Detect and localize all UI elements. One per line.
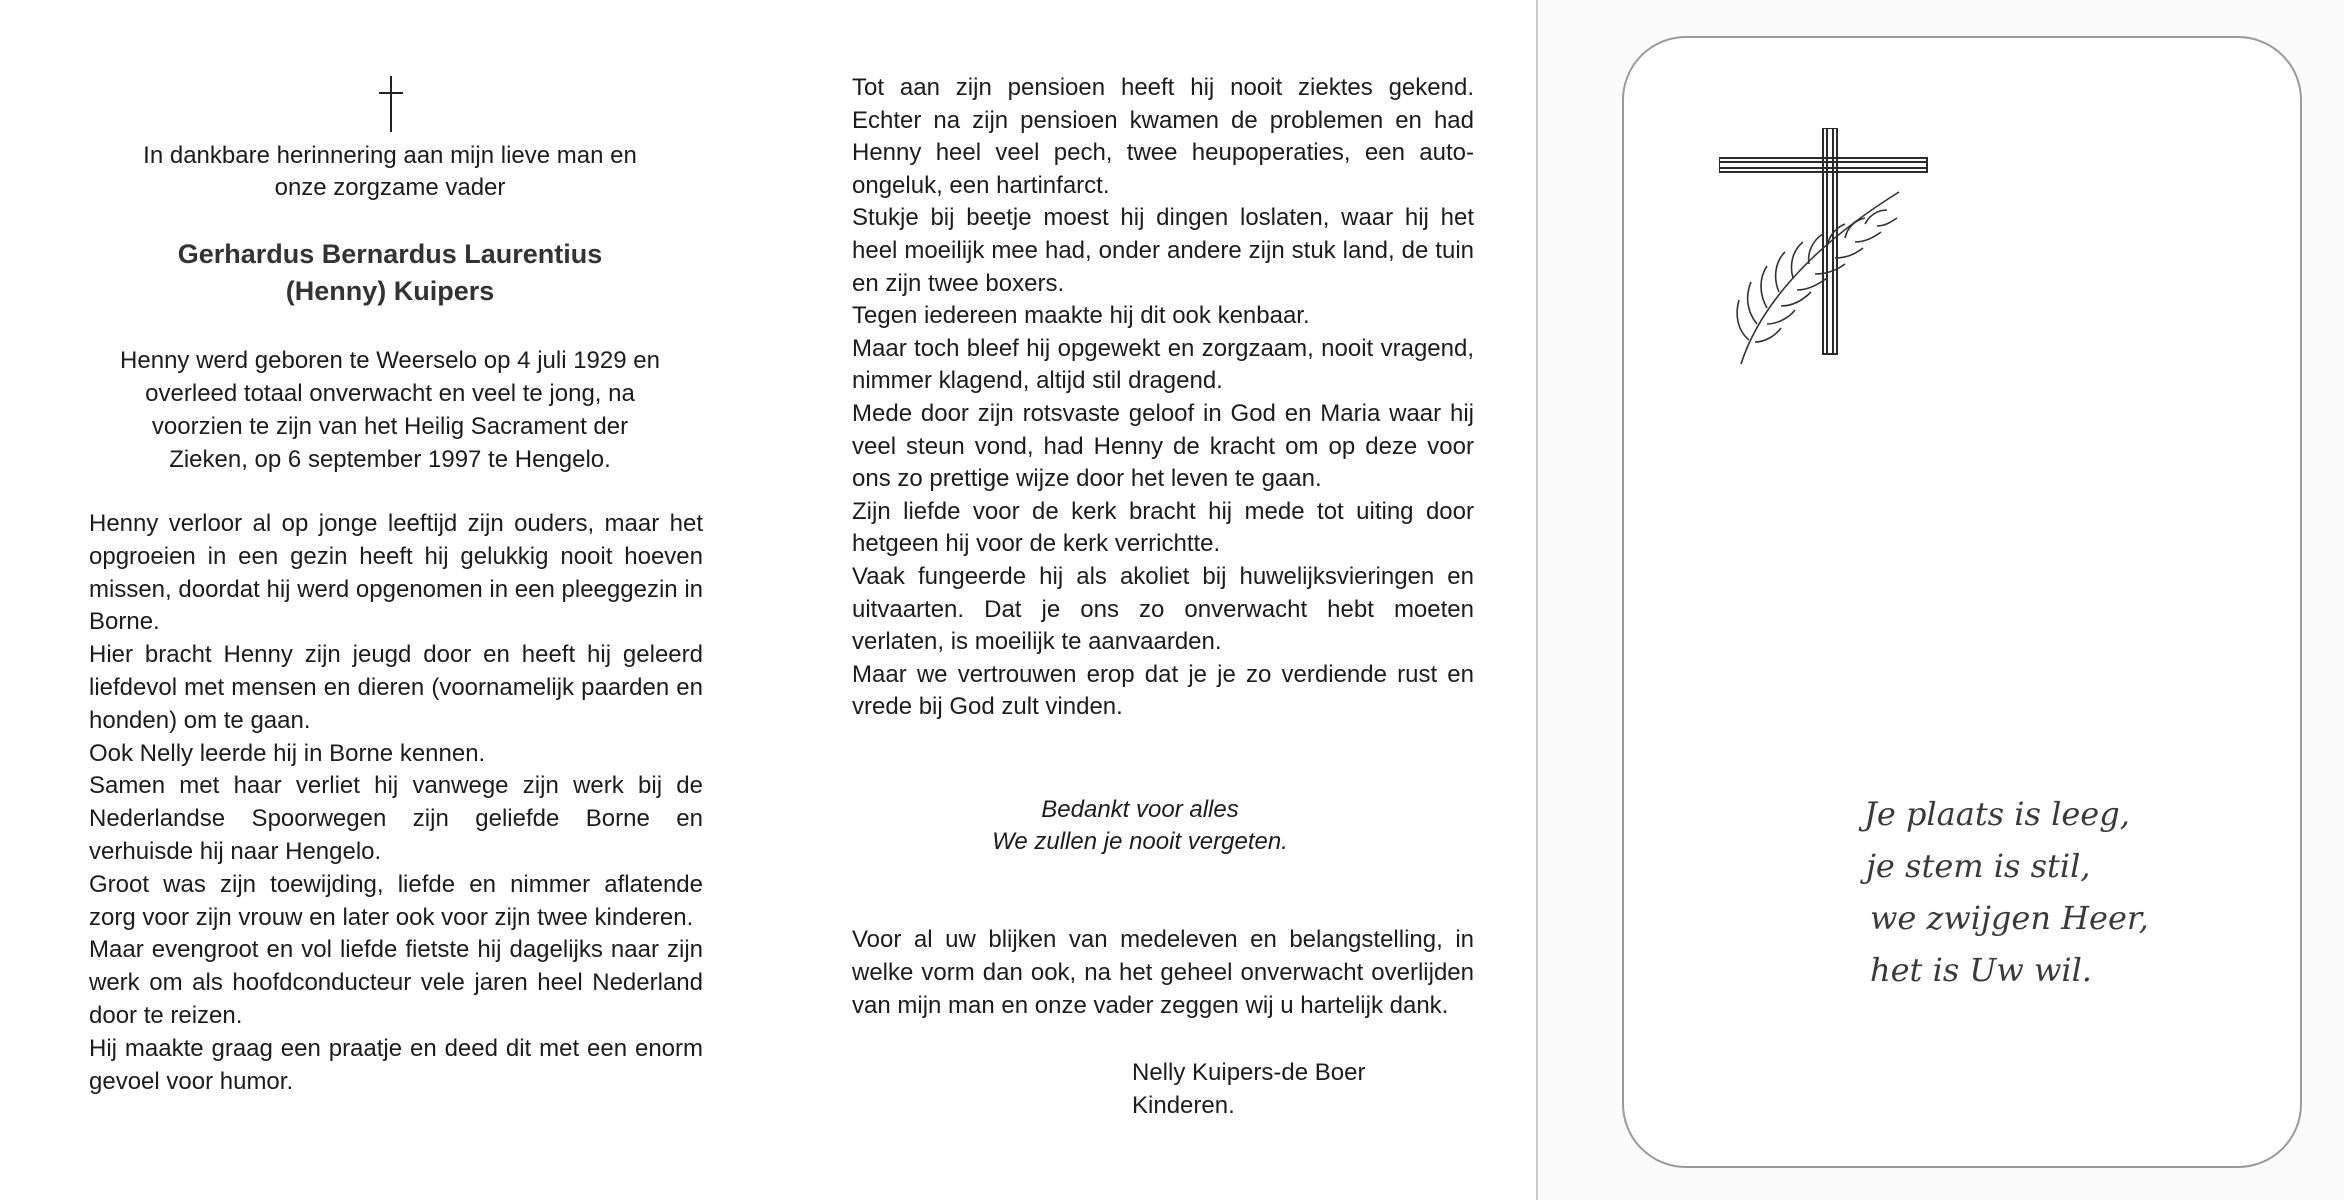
paragraph: Stukje bij beetje moest hij dingen loslaten, waar hij het heel moeilijk mee had, onder andere zijn stuk land, de tuin en zijn twee boxers. <box>852 204 1474 297</box>
fold-line <box>1536 0 1538 1200</box>
thanks-note: Bedankt voor alles We zullen je nooit vergeten. <box>992 796 1288 855</box>
card-page <box>1540 0 2344 1200</box>
paragraph: Maar evengroot en vol liefde fietste hij dagelijks naar zijn werk om als hoofdconducteur vele jaren heel Nederland door te reizen. <box>89 936 703 1029</box>
paragraph: Tegen iedereen maakte hij dit ook kenbaar. <box>852 302 1310 330</box>
cross-with-palm-icon <box>1719 128 1939 388</box>
poem-line: het is Uw wil. <box>1870 951 2092 989</box>
paragraph: Groot was zijn toewijding, liefde en nimmer aflatende zorg voor zijn vrouw en later ook voor zijn twee kinderen. <box>89 870 703 931</box>
acknowledgement: Voor al uw blijken van medeleven en belangstelling, in welke vorm dan ook, na het geheel onverwacht overlijden van mijn man en onze vader zeggen wij u hartelijk dank. <box>852 926 1474 1019</box>
poem <box>1864 788 2264 996</box>
paragraph: Henny verloor al op jonge leeftijd zijn ouders, maar het opgroeien in een gezin heeft hij gelukkig nooit hoeven missen, doordat hij werd opgenomen in een pleeggezin in Borne. <box>89 510 703 636</box>
paragraph: Mede door zijn rotsvaste geloof in God en Maria waar hij veel steun vond, had Henny de kracht om op deze voor ons zo prettige wijze door het leven te gaan. <box>852 399 1474 493</box>
paragraph: Maar toch bleef hij opgewekt en zorgzaam, nooit vragend, nimmer klagend, altijd stil dragend. <box>852 334 1474 395</box>
paragraph: Samen met haar verliet hij vanwege zijn werk bij de Nederlandse Spoorwegen zijn geliefde Borne en verhuisde hij naar Hengelo. <box>89 772 703 865</box>
paragraph: Maar we vertrouwen erop dat je je zo verdiende rust en vrede bij God zult vinden. <box>852 660 1474 721</box>
poem-line: je stem is stil, <box>1866 847 2091 885</box>
deceased-name: Gerhardus Bernardus Laurentius (Henny) Kuipers <box>177 239 603 306</box>
left-page <box>0 0 780 1200</box>
life-story-continued <box>852 72 1474 724</box>
middle-page <box>810 0 1510 1200</box>
dedication: In dankbare herinnering aan mijn lieve man en onze zorgzame vader <box>143 142 637 201</box>
poem-line: we zwijgen Heer, <box>1870 899 2149 937</box>
cross-icon <box>379 76 403 134</box>
paragraph: Vaak fungeerde hij als akoliet bij huwelijksvieringen en uitvaarten. Dat je ons zo onverwacht hebt moeten verlaten, is moeilijk te aanvaarden. <box>852 562 1474 656</box>
paragraph: Hier bracht Henny zijn jeugd door en heeft hij geleerd liefdevol met mensen en dieren (voornamelijk paarden en honden) om te gaan. <box>89 641 703 734</box>
life-story <box>89 508 703 1098</box>
signature: Nelly Kuipers-de Boer Kinderen. <box>1132 1059 1366 1119</box>
poem-line: Je plaats is leeg, <box>1864 795 2130 833</box>
paragraph: Hij maakte graag een praatje en deed dit met een enorm gevoel voor humor. <box>89 1034 703 1095</box>
birth-death-info: Henny werd geboren te Weerselo op 4 juli 1929 en overleed totaal onverwacht en veel te jong, na voorzien te zijn van het Heilig Sacrament der Zieken, op 6 september 1997 te Hengelo. <box>120 347 660 473</box>
memorial-card <box>1622 36 2302 1168</box>
paragraph: Zijn liefde voor de kerk bracht hij mede tot uiting door hetgeen hij voor de kerk verrichtte. <box>852 497 1474 558</box>
paragraph: Ook Nelly leerde hij in Borne kennen. <box>89 739 486 767</box>
paragraph: Tot aan zijn pensioen heeft hij nooit ziektes gekend. Echter na zijn pensioen kwamen de problemen en had Henny heel veel pech, twee heupoperaties, een auto-ongeluk, een hartinfarct. <box>852 74 1474 199</box>
